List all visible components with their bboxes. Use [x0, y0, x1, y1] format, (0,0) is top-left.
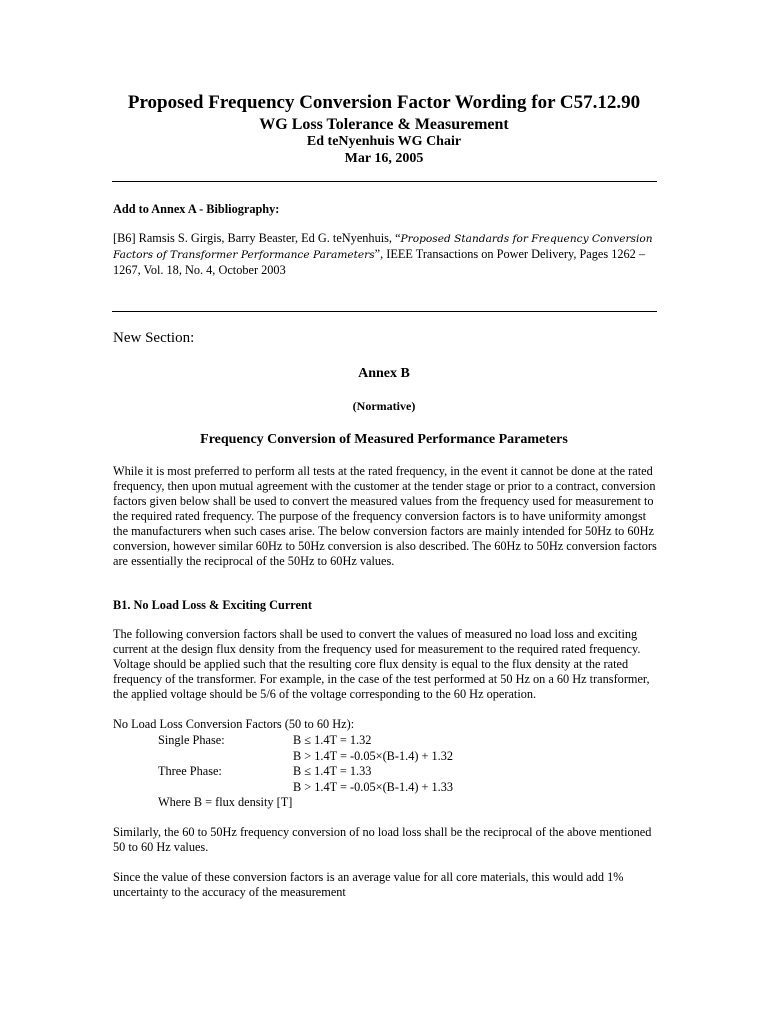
three-phase-formula-2: B > 1.4T = -0.05×(B-1.4) + 1.33 — [293, 780, 454, 794]
flux-density-definition: Where B = flux density [T] — [158, 795, 293, 809]
document-title: Proposed Frequency Conversion Factor Wording for C57.12.90 — [127, 92, 641, 113]
document-date: Mar 16, 2005 — [344, 151, 424, 166]
section-b1-heading: B1. No Load Loss & Exciting Current — [113, 598, 312, 612]
reciprocal-paragraph: Similarly, the 60 to 50Hz frequency conversion of no load loss shall be the reciprocal of the above mentioned 50 to 60 Hz values. — [113, 825, 652, 854]
annex-heading: Frequency Conversion of Measured Performance Parameters — [200, 432, 568, 447]
uncertainty-paragraph: Since the value of these conversion factors is an average value for all core materials, this would add 1% uncertainty to the accuracy of the measurement — [113, 870, 624, 899]
three-phase-label: Three Phase: — [158, 764, 222, 778]
annex-title: Annex B — [358, 366, 410, 381]
bibliography-reference — [113, 231, 653, 278]
three-phase-formula-1: B ≤ 1.4T = 1.33 — [293, 764, 372, 778]
reference-source: ”, IEEE Transactions on Power Delivery, Pages 1262 – 1267, Vol. 18, No. 4, October 2003 — [113, 247, 646, 277]
divider-top — [112, 181, 657, 182]
single-phase-formula-1: B ≤ 1.4T = 1.32 — [293, 733, 372, 747]
bibliography-heading: Add to Annex A - Bibliography: — [113, 202, 280, 216]
document-subtitle: WG Loss Tolerance & Measurement — [259, 116, 509, 133]
document-author: Ed teNyenhuis WG Chair — [306, 134, 462, 149]
reference-authors: [B6] Ramsis S. Girgis, Barry Beaster, Ed G. teNyenhuis, “ — [113, 231, 401, 245]
factors-heading: No Load Loss Conversion Factors (50 to 60 Hz): — [113, 717, 355, 731]
section-b1-paragraph: The following conversion factors shall be used to convert the values of measured no load loss and exciting current at the design flux density from the frequency used for measurement to the required rated frequency. Voltage should be applied such that the resulting core flux density is equal to the flux density at the rated frequency of the transformer. For example, in the case of the test performed at 50 Hz on a 60 Hz transformer, the applied voltage should be 5/6 of the voltage corresponding to the 60 Hz operation. — [113, 627, 650, 701]
reference-title: Proposed Standards for Frequency Conversion Factors of Transformer Performance Parameters — [113, 233, 653, 261]
annex-intro-paragraph: While it is most preferred to perform all tests at the rated frequency, in the event it cannot be done at the rated frequency, then upon mutual agreement with the customer at the tender stage or prior to a contract, conversion factors given below shall be used to convert the measured values from the frequency used for measurement to the required rated frequency. The purpose of the frequency conversion factors is to have uniformity amongst the manufacturers when such cases arise. The below conversion factors are mainly intended for 50Hz to 60Hz conversion, however similar 60Hz to 50Hz conversion is also described. The 60Hz to 50Hz conversion factors are essentially the reciprocal of the 50Hz to 60Hz values. — [113, 464, 657, 568]
single-phase-label: Single Phase: — [158, 733, 225, 747]
new-section-label: New Section: — [113, 330, 195, 346]
annex-type: (Normative) — [352, 399, 416, 413]
divider-bottom — [112, 311, 657, 312]
single-phase-formula-2: B > 1.4T = -0.05×(B-1.4) + 1.32 — [293, 749, 454, 763]
